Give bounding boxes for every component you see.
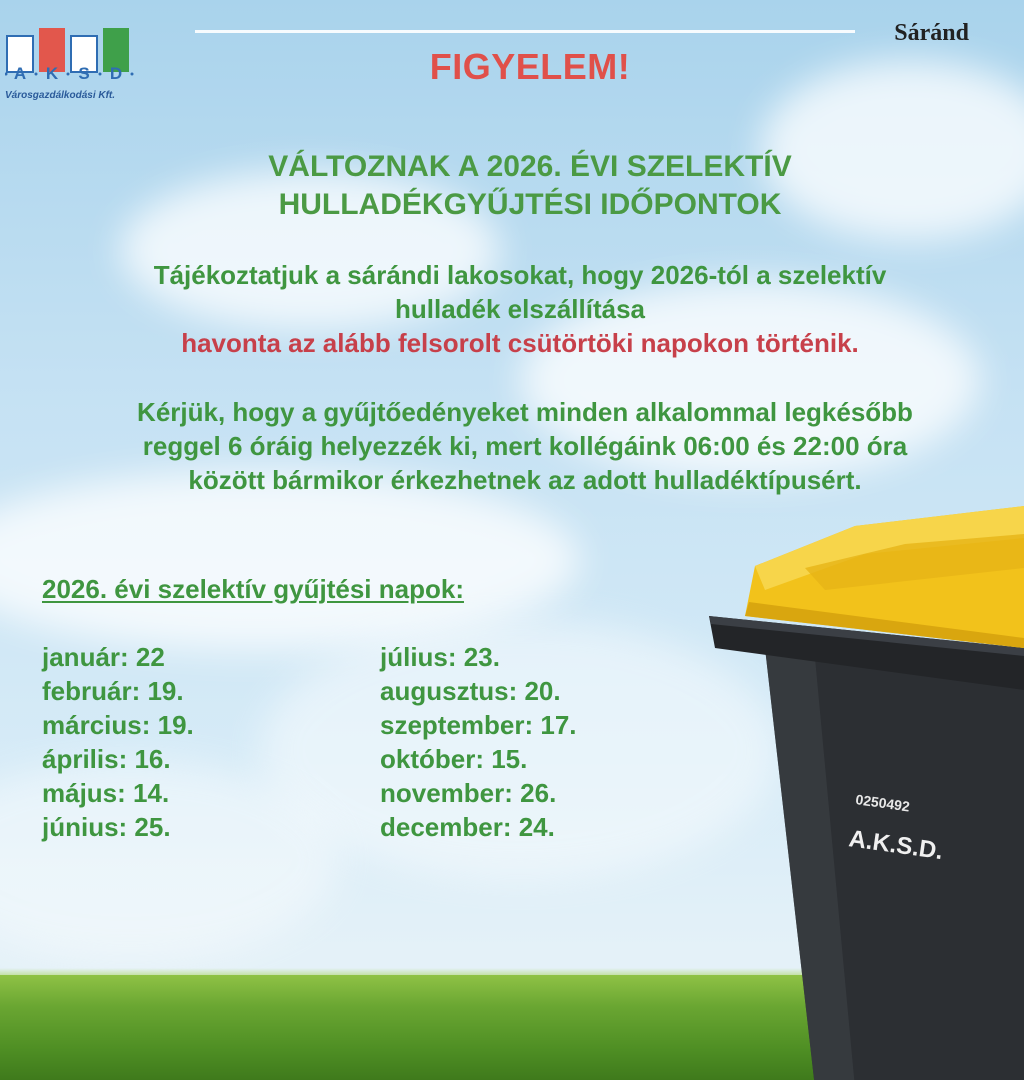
bin-serial: 0250492 xyxy=(854,791,911,815)
info-text xyxy=(0,258,1024,360)
schedule-column-1 xyxy=(42,640,194,844)
info-line-2: hulladék elszállítása xyxy=(394,294,645,324)
schedule-item: február: 19. xyxy=(42,676,184,706)
heading-line-1: VÁLTOZNAK A 2026. ÉVI SZELEKTÍV xyxy=(268,150,792,183)
info-line-1: Tájékoztatjuk a sárándi lakosokat, hogy 2026-tól a szelektív xyxy=(153,260,887,290)
logo-letter-a: A xyxy=(13,64,27,83)
heading-line-2: HULLADÉKGYŰJTÉSI IDŐPONTOK xyxy=(278,188,782,221)
schedule-title: 2026. évi szelektív gyűjtési napok: xyxy=(42,574,464,604)
note-line-1: Kérjük, hogy a gyűjtőedényeket minden alkalommal legkésőbb xyxy=(137,397,913,427)
logo-tagline: Városgazdálkodási Kft. xyxy=(5,90,116,101)
top-divider xyxy=(195,30,855,33)
info-line-3: havonta az alább felsorolt csütörtöki napokon történik. xyxy=(181,328,859,358)
schedule-item: augusztus: 20. xyxy=(380,676,561,706)
schedule-item: szeptember: 17. xyxy=(380,710,577,740)
note-line-3: között bármikor érkezhetnek az adott hulladéktípusért. xyxy=(188,465,862,495)
town-name: Sáránd xyxy=(894,20,969,46)
bin-brand: A.K.S.D. xyxy=(847,825,945,866)
schedule-item: június: 25. xyxy=(42,812,171,842)
schedule-item: július: 23. xyxy=(380,642,500,672)
logo-letter-s: S xyxy=(78,64,90,83)
note-text xyxy=(0,395,1024,497)
schedule-item: március: 19. xyxy=(42,710,194,740)
schedule-item: május: 14. xyxy=(42,778,170,808)
logo-letter-k: K xyxy=(45,64,59,83)
page-title: FIGYELEM! xyxy=(429,46,631,87)
logo-letter-d: D xyxy=(109,64,123,83)
schedule-item: december: 24. xyxy=(380,812,555,842)
schedule-item: április: 16. xyxy=(42,744,171,774)
schedule-item: október: 15. xyxy=(380,744,528,774)
schedule-item: november: 26. xyxy=(380,778,557,808)
heading xyxy=(0,148,1024,224)
note-line-2: reggel 6 óráig helyezzék ki, mert kollégáink 06:00 és 22:00 óra xyxy=(142,431,908,461)
waste-bin-illustration xyxy=(705,498,1024,1080)
schedule-column-2 xyxy=(380,640,577,844)
schedule-item: január: 22 xyxy=(42,642,165,672)
